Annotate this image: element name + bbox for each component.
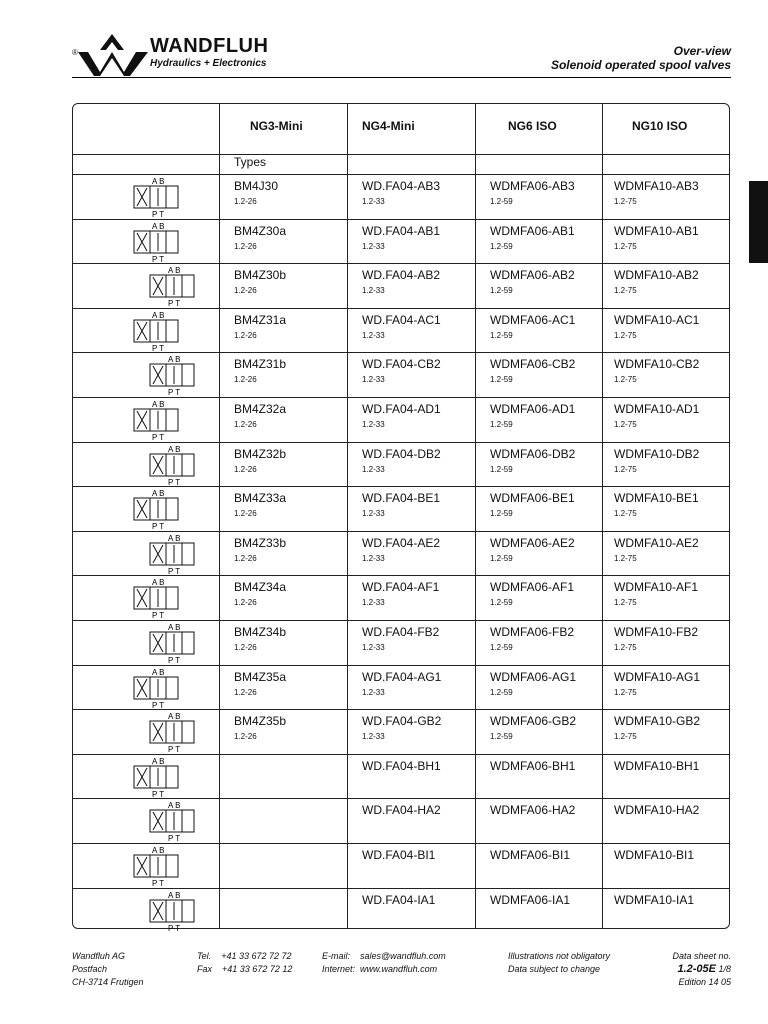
valve-symbol-icon — [112, 800, 224, 842]
cell-ng4 — [362, 447, 441, 474]
cell-ng6 — [490, 625, 574, 652]
cell-ng10 — [614, 670, 700, 697]
types-label: Types — [234, 155, 267, 169]
datasheet-ref: 1.2-33 — [362, 197, 385, 206]
type-code: BM4Z31a — [234, 312, 287, 327]
type-code: WDMFA06-AB2 — [490, 268, 575, 283]
cell-ng4 — [362, 893, 435, 911]
type-code: WDMFA06-AC1 — [490, 312, 576, 327]
cell-ng4 — [362, 357, 441, 384]
datasheet-ref: 1.2-33 — [362, 553, 385, 563]
valve-symbol-icon — [112, 399, 224, 441]
type-code: WDMFA10-AC1 — [614, 312, 700, 327]
cell-ng6 — [490, 491, 575, 518]
table-row — [72, 575, 730, 620]
footer-company: Wandfluh AG — [72, 951, 126, 961]
cell-ng4 — [362, 268, 440, 295]
cell-ng6 — [490, 224, 575, 251]
type-code: BM4Z32a — [234, 402, 287, 416]
header-divider — [72, 77, 731, 78]
data-sheet-number: 1.2-05E — [677, 963, 716, 975]
cell-ng6 — [490, 759, 575, 777]
type-code: WD.FA04-AF1 — [362, 580, 440, 595]
datasheet-ref: 1.2-75 — [614, 197, 637, 206]
datasheet-ref: 1.2-33 — [362, 330, 385, 340]
column-header-ng6: NG6 ISO — [508, 119, 557, 133]
type-code: WDMFA06-GB2 — [490, 714, 577, 729]
cell-ng6 — [490, 803, 575, 821]
valve-symbol-icon — [112, 577, 224, 619]
cell-ng4 — [362, 714, 441, 741]
datasheet-ref: 1.2-75 — [614, 420, 637, 429]
type-code: WDMFA10-IA1 — [614, 892, 695, 907]
type-code: BM4Z32b — [234, 446, 287, 461]
table-row — [72, 843, 730, 888]
svg-text:A B: A B — [168, 444, 181, 454]
datasheet-ref: 1.2-75 — [614, 598, 637, 608]
type-code: WD.FA04-AE2 — [362, 535, 441, 550]
cell-ng10 — [614, 268, 699, 295]
svg-text:A B: A B — [152, 578, 165, 588]
cell-ng3 — [234, 357, 286, 384]
datasheet-ref: 1.2-59 — [490, 598, 513, 608]
type-code: WD.FA04-AB1 — [362, 223, 441, 238]
svg-text:P T: P T — [152, 433, 165, 441]
cell-ng10 — [614, 313, 699, 340]
datasheet-ref: 1.2-26 — [234, 732, 257, 742]
svg-text:P T: P T — [168, 299, 181, 308]
cell-ng10 — [614, 625, 698, 652]
type-code: WDMFA10-BE1 — [614, 491, 699, 506]
cell-ng6 — [490, 313, 575, 340]
type-code: WDMFA10-CB2 — [614, 357, 700, 372]
row-divider — [72, 352, 730, 353]
cell-ng3 — [234, 313, 286, 340]
svg-text:P T: P T — [168, 656, 181, 664]
datasheet-ref: 1.2-75 — [614, 509, 637, 519]
valve-symbol-icon — [112, 310, 224, 352]
type-code: WDMFA10-FB2 — [614, 625, 699, 639]
datasheet-ref: 1.2-75 — [614, 241, 637, 251]
valve-symbol-icon — [112, 221, 224, 263]
cell-ng4 — [362, 625, 439, 652]
datasheet-ref: 1.2-33 — [362, 509, 385, 519]
cell-ng4 — [362, 536, 440, 563]
cell-ng3 — [234, 402, 286, 429]
cell-ng6 — [490, 402, 575, 429]
row-divider — [72, 442, 730, 443]
type-code: WDMFA10-AB3 — [614, 179, 699, 193]
datasheet-ref: 1.2-33 — [362, 420, 385, 429]
row-divider — [72, 174, 730, 175]
footer-note-data-change: Data subject to change — [508, 964, 601, 974]
type-code: WDMFA06-BI1 — [490, 848, 571, 862]
tel-label: Tel. — [197, 951, 212, 961]
datasheet-ref: 1.2-26 — [234, 643, 257, 652]
document-title — [551, 44, 731, 72]
svg-text:A B: A B — [152, 846, 165, 855]
datasheet-ref: 1.2-26 — [234, 464, 257, 474]
type-code: WD.FA04-AC1 — [362, 312, 441, 327]
row-divider — [72, 486, 730, 487]
cell-ng6 — [490, 179, 575, 206]
table-row — [72, 174, 730, 219]
cell-ng3 — [234, 179, 278, 206]
email-label: E-mail: — [322, 951, 351, 961]
valve-symbol-icon — [112, 667, 224, 709]
datasheet-ref: 1.2-26 — [234, 241, 257, 251]
header-row-divider — [72, 154, 730, 155]
table-row — [72, 219, 730, 264]
type-code: WD.FA04-AB3 — [362, 179, 441, 193]
cell-ng3 — [234, 536, 286, 563]
type-code: WDMFA06-AD1 — [490, 402, 576, 416]
wandfluh-logo — [72, 32, 312, 76]
cell-ng6 — [490, 893, 570, 911]
table-row — [72, 620, 730, 665]
type-code: WDMFA10-AB1 — [614, 223, 699, 238]
table-row — [72, 442, 730, 487]
svg-text:A B: A B — [152, 177, 165, 186]
valve-symbol-icon — [112, 354, 224, 396]
type-code: BM4Z34b — [234, 625, 287, 639]
datasheet-ref: 1.2-59 — [490, 732, 513, 742]
svg-text:A B: A B — [168, 623, 181, 632]
type-code: WDMFA06-DB2 — [490, 446, 576, 461]
type-code: WDMFA06-FB2 — [490, 625, 575, 639]
svg-text:A B: A B — [168, 266, 181, 276]
table-row — [72, 486, 730, 531]
brand-subtitle: Hydraulics + Electronics — [150, 58, 267, 69]
datasheet-ref: 1.2-26 — [234, 420, 257, 429]
type-code: WD.FA04-FB2 — [362, 625, 440, 639]
cell-ng10 — [614, 580, 698, 607]
row-divider — [72, 665, 730, 666]
cell-ng4 — [362, 491, 440, 518]
svg-text:A B: A B — [168, 355, 181, 365]
row-divider — [72, 709, 730, 710]
cell-ng10 — [614, 357, 699, 384]
datasheet-ref: 1.2-75 — [614, 732, 637, 742]
type-code: BM4Z35b — [234, 714, 287, 729]
datasheet-ref: 1.2-33 — [362, 687, 385, 697]
type-code: BM4Z35a — [234, 669, 287, 684]
type-code: WDMFA06-HA2 — [490, 803, 576, 818]
cell-ng10 — [614, 893, 694, 911]
datasheet-ref: 1.2-59 — [490, 509, 513, 519]
cell-ng4 — [362, 759, 441, 777]
cell-ng4 — [362, 670, 441, 697]
datasheet-ref: 1.2-75 — [614, 286, 637, 296]
table-row — [72, 531, 730, 576]
svg-text:P T: P T — [152, 879, 165, 887]
table-row — [72, 754, 730, 799]
table-row — [72, 397, 730, 442]
svg-text:P T: P T — [168, 923, 181, 932]
row-divider — [72, 531, 730, 532]
datasheet-ref: 1.2-59 — [490, 553, 513, 563]
svg-text:A B: A B — [152, 400, 165, 409]
valve-symbol-icon — [112, 845, 224, 887]
svg-text:P T: P T — [152, 789, 165, 798]
table-row — [72, 308, 730, 353]
edition: Edition 14 05 — [678, 977, 731, 987]
svg-text:P T: P T — [152, 522, 165, 531]
datasheet-ref: 1.2-59 — [490, 197, 513, 206]
cell-ng3 — [234, 224, 286, 251]
cell-ng10 — [614, 179, 699, 206]
footer-postbox: Postfach — [72, 964, 108, 974]
cell-ng10 — [614, 536, 699, 563]
cell-ng6 — [490, 536, 575, 563]
row-divider — [72, 308, 730, 309]
cell-ng3 — [234, 714, 286, 741]
type-code: WDMFA06-AE2 — [490, 535, 575, 550]
datasheet-ref: 1.2-26 — [234, 330, 257, 340]
cell-ng10 — [614, 759, 699, 777]
datasheet-ref: 1.2-59 — [490, 241, 513, 251]
valve-symbol-icon — [112, 711, 224, 753]
type-code: WDMFA10-AF1 — [614, 580, 699, 595]
cell-ng10 — [614, 714, 700, 741]
type-code: WDMFA10-GB2 — [614, 714, 701, 729]
cell-ng3 — [234, 491, 286, 518]
row-divider — [72, 798, 730, 799]
footer-tel: +41 33 672 72 72 — [221, 951, 292, 961]
cell-ng6 — [490, 447, 575, 474]
svg-text:P T: P T — [152, 700, 165, 709]
type-code: WD.FA04-CB2 — [362, 357, 441, 372]
type-code: WD.FA04-DB2 — [362, 446, 441, 461]
datasheet-ref: 1.2-75 — [614, 330, 637, 340]
svg-text:A B: A B — [152, 756, 165, 766]
type-code: WDMFA06-BH1 — [490, 758, 576, 773]
svg-text:A B: A B — [168, 533, 181, 543]
row-divider — [72, 754, 730, 755]
cell-ng10 — [614, 803, 699, 821]
type-code: WDMFA06-AG1 — [490, 669, 577, 684]
datasheet-ref: 1.2-26 — [234, 598, 257, 608]
cell-ng3 — [234, 268, 286, 295]
svg-text:P T: P T — [152, 210, 165, 218]
type-code: WD.FA04-GB2 — [362, 714, 442, 729]
type-code: WD.FA04-IA1 — [362, 892, 436, 907]
type-code: WDMFA06-AF1 — [490, 580, 575, 595]
datasheet-ref: 1.2-59 — [490, 420, 513, 429]
datasheet-ref: 1.2-59 — [490, 375, 513, 385]
svg-text:P T: P T — [168, 477, 181, 486]
cell-ng10 — [614, 447, 699, 474]
datasheet-ref: 1.2-26 — [234, 286, 257, 296]
cell-ng6 — [490, 580, 574, 607]
svg-text:A B: A B — [152, 221, 165, 231]
type-code: WDMFA10-HA2 — [614, 803, 700, 818]
type-code: WDMFA06-CB2 — [490, 357, 576, 372]
table-row — [72, 888, 730, 933]
cell-ng6 — [490, 670, 576, 697]
valve-symbol-icon — [112, 890, 224, 932]
datasheet-ref: 1.2-33 — [362, 732, 385, 742]
datasheet-ref: 1.2-26 — [234, 197, 257, 206]
type-code: WDMFA10-BI1 — [614, 848, 695, 862]
cell-ng3 — [234, 625, 286, 652]
footer-city: CH-3714 Frutigen — [72, 977, 144, 987]
datasheet-ref: 1.2-59 — [490, 687, 513, 697]
cell-ng6 — [490, 357, 575, 384]
type-code: WDMFA10-DB2 — [614, 446, 700, 461]
type-code: WD.FA04-HA2 — [362, 803, 441, 818]
footer-fax: +41 33 672 72 12 — [222, 964, 293, 974]
cell-ng4 — [362, 313, 441, 340]
table-row — [72, 263, 730, 308]
footer-email-link[interactable]: sales@wandfluh.com — [360, 951, 446, 961]
cell-ng10 — [614, 848, 694, 866]
svg-text:A B: A B — [152, 310, 165, 320]
svg-text:P T: P T — [152, 343, 165, 352]
svg-text:P T: P T — [168, 566, 181, 575]
datasheet-ref: 1.2-59 — [490, 330, 513, 340]
cell-ng10 — [614, 224, 699, 251]
type-code: BM4Z31b — [234, 357, 287, 372]
row-divider — [72, 263, 730, 264]
datasheet-ref: 1.2-75 — [614, 553, 637, 563]
column-header-ng3: NG3-Mini — [250, 119, 303, 133]
cell-ng4 — [362, 803, 441, 821]
type-code: BM4Z30a — [234, 223, 287, 238]
datasheet-ref: 1.2-33 — [362, 286, 385, 296]
cell-ng3 — [234, 670, 286, 697]
type-code: WD.FA04-BI1 — [362, 848, 436, 862]
type-code: WDMFA10-AG1 — [614, 669, 701, 684]
type-code: WDMFA06-BE1 — [490, 491, 575, 506]
page-header — [0, 0, 768, 80]
column-header-ng4: NG4-Mini — [362, 119, 415, 133]
cell-ng6 — [490, 714, 576, 741]
type-code: WD.FA04-BH1 — [362, 758, 441, 773]
datasheet-ref: 1.2-33 — [362, 643, 385, 652]
datasheet-ref: 1.2-33 — [362, 598, 385, 608]
row-divider — [72, 219, 730, 220]
registered-mark: ® — [72, 48, 78, 57]
type-code: WD.FA04-AD1 — [362, 402, 441, 416]
svg-text:P T: P T — [168, 834, 181, 843]
page-number: 1/8 — [718, 964, 731, 974]
footer-note-illustrations: Illustrations not obligatory — [508, 951, 611, 961]
type-code: BM4Z34a — [234, 580, 287, 595]
svg-text:A B: A B — [168, 801, 181, 811]
datasheet-ref: 1.2-59 — [490, 464, 513, 474]
type-code: BM4Z33b — [234, 535, 287, 550]
type-code: WDMFA10-BH1 — [614, 758, 700, 773]
datasheet-ref: 1.2-33 — [362, 375, 385, 385]
svg-text:P T: P T — [152, 611, 165, 620]
type-code: BM4J30 — [234, 179, 279, 193]
title-line-1: Over-view — [673, 44, 731, 58]
cell-ng10 — [614, 491, 699, 518]
table-row — [72, 352, 730, 397]
logo-mark-icon — [78, 32, 150, 76]
svg-text:A B: A B — [168, 890, 181, 900]
cell-ng6 — [490, 848, 570, 866]
cell-ng10 — [614, 402, 699, 429]
type-code: BM4Z30b — [234, 268, 287, 283]
table-row — [72, 665, 730, 710]
column-header-ng10: NG10 ISO — [632, 119, 688, 133]
datasheet-ref: 1.2-75 — [614, 375, 637, 385]
svg-text:A B: A B — [152, 489, 165, 499]
datasheet-ref: 1.2-33 — [362, 241, 385, 251]
data-sheet-label: Data sheet no. — [672, 951, 731, 961]
table-row — [72, 709, 730, 754]
brand-name: WANDFLUH — [150, 35, 269, 57]
cell-ng4 — [362, 179, 440, 206]
datasheet-ref: 1.2-75 — [614, 464, 637, 474]
svg-text:P T: P T — [168, 745, 181, 754]
cell-ng3 — [234, 580, 286, 607]
cell-ng6 — [490, 268, 575, 295]
datasheet-ref: 1.2-26 — [234, 553, 257, 563]
datasheet-ref: 1.2-59 — [490, 643, 513, 652]
cell-ng4 — [362, 848, 435, 866]
type-code: WDMFA06-AB3 — [490, 179, 575, 193]
valve-symbol-icon — [112, 444, 224, 486]
svg-text:A B: A B — [168, 712, 181, 722]
row-divider — [72, 575, 730, 576]
web-label: Internet: — [322, 964, 356, 974]
type-code: WD.FA04-AG1 — [362, 669, 442, 684]
datasheet-ref: 1.2-75 — [614, 643, 637, 652]
datasheet-ref: 1.2-26 — [234, 375, 257, 385]
type-code: WD.FA04-AB2 — [362, 268, 441, 283]
datasheet-ref: 1.2-75 — [614, 687, 637, 697]
valve-symbol-icon — [112, 176, 224, 218]
type-code: BM4Z33a — [234, 491, 287, 506]
svg-text:A B: A B — [152, 667, 165, 677]
type-code: WDMFA10-AE2 — [614, 535, 699, 550]
cell-ng4 — [362, 224, 440, 251]
type-code: WD.FA04-BE1 — [362, 491, 441, 506]
datasheet-ref: 1.2-26 — [234, 509, 257, 519]
valve-symbol-icon — [112, 622, 224, 664]
datasheet-ref: 1.2-59 — [490, 286, 513, 296]
svg-text:P T: P T — [168, 388, 181, 397]
cell-ng4 — [362, 580, 439, 607]
cell-ng4 — [362, 402, 441, 429]
svg-text:P T: P T — [152, 254, 165, 263]
datasheet-ref: 1.2-26 — [234, 687, 257, 697]
row-divider — [72, 620, 730, 621]
row-divider — [72, 397, 730, 398]
table-row — [72, 798, 730, 843]
footer-web-link[interactable]: www.wandfluh.com — [360, 964, 438, 974]
valve-symbol-icon — [112, 488, 224, 530]
valve-symbol-icon — [112, 533, 224, 575]
type-code: WDMFA06-AB1 — [490, 223, 575, 238]
row-divider — [72, 843, 730, 844]
type-code: WDMFA10-AD1 — [614, 402, 700, 416]
title-line-2: Solenoid operated spool valves — [550, 58, 731, 72]
fax-label: Fax — [197, 964, 213, 974]
type-code: WDMFA06-IA1 — [490, 892, 571, 907]
datasheet-ref: 1.2-33 — [362, 464, 385, 474]
valve-symbol-icon — [112, 756, 224, 798]
row-divider — [72, 888, 730, 889]
cell-ng3 — [234, 447, 286, 474]
section-tab-marker — [749, 181, 768, 263]
valve-symbol-icon — [112, 265, 224, 307]
type-code: WDMFA10-AB2 — [614, 268, 699, 283]
